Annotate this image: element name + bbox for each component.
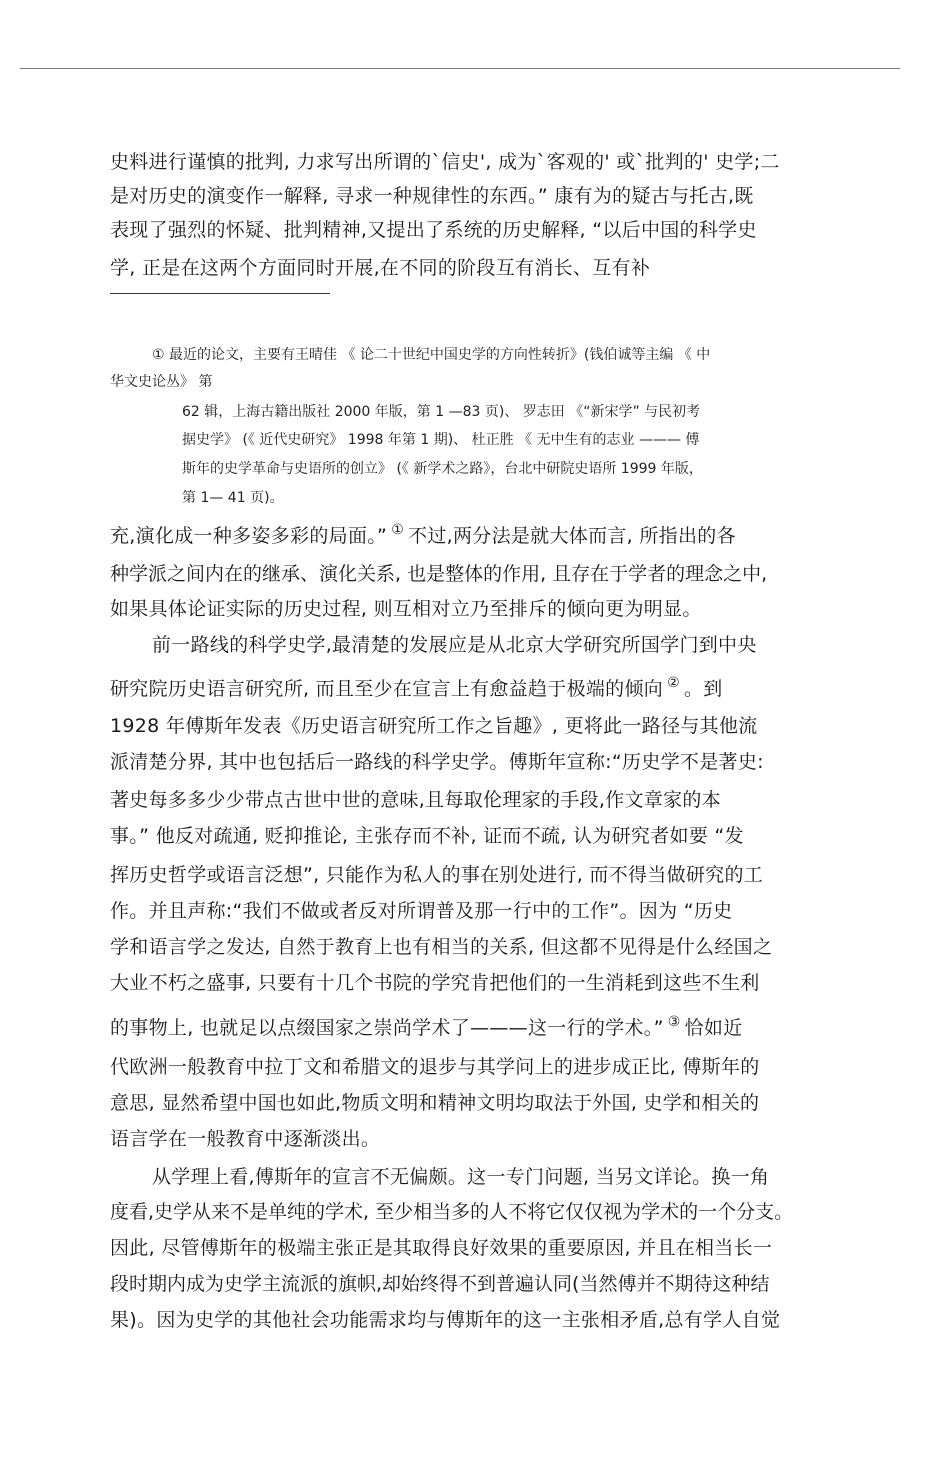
body-text: 研究院历史语言研究所, 而且至少在宣言上有愈益趋于极端的倾向 bbox=[110, 678, 664, 700]
footnote-marker[interactable]: ② bbox=[667, 675, 680, 691]
body-line: 大业不朽之盛事, 只要有十几个书院的学究肯把他们的一生消耗到这些不生利 bbox=[110, 972, 760, 994]
body-line: 因此, 尽管傅斯年的极端主张正是其取得良好效果的重要原因, 并且在相当长一 bbox=[110, 1237, 773, 1259]
footnote-marker[interactable]: ① bbox=[391, 522, 405, 538]
body-text: 恰如近 bbox=[684, 1017, 743, 1039]
body-text: 充,演化成一种多姿多彩的局面。” bbox=[110, 525, 388, 547]
body-line: 意思, 显然希望中国也如此,物质文明和精神文明均取法于外国, 史学和相关的 bbox=[110, 1092, 760, 1114]
body-line: 是对历史的演变作一解释, 寻求一种规律性的东西。” 康有为的疑古与托古,既 bbox=[110, 185, 754, 207]
body-line: 史料进行谨慎的批判, 力求写出所谓的`信史', 成为`客观的' 或`批判的' 史学;二 bbox=[110, 151, 780, 173]
body-line bbox=[110, 677, 723, 701]
body-line: 如果具体论证实际的历史过程, 则互相对立乃至排斥的倾向更为明显。 bbox=[110, 598, 702, 620]
body-line: 果)。因为史学的其他社会功能需求均与傅斯年的这一主张相矛盾,总有学人自觉 bbox=[110, 1309, 781, 1331]
body-line: 派清楚分界, 其中也包括后一路线的科学史学。傅斯年宣称:“历史学不是著史: bbox=[110, 751, 764, 773]
footnote-text: ① 最近的论文，主要有王晴佳 《 论二十世纪中国史学的方向性转折》(钱伯诚等主编 《 中 bbox=[152, 347, 711, 363]
footnote-text: 斯年的史学革命与史语所的创立》 (《 新学术之路》，台北中研院史语所 1999 年版， bbox=[182, 461, 703, 477]
footnote-text: 华文史论丛》 第 bbox=[110, 374, 213, 390]
footnote-text: 第 1— 41 页)。 bbox=[182, 490, 284, 506]
body-line: 事。” 他反对疏通, 贬抑推论, 主张存而不补, 证而不疏, 认为研究者如要 “发 bbox=[110, 825, 744, 847]
footnote-marker[interactable]: ③ bbox=[667, 1014, 681, 1030]
body-text: 。到 bbox=[683, 678, 723, 700]
body-text: 的事物上, 也就足以点缀国家之崇尚学术了———这一行的学术。” bbox=[110, 1017, 664, 1039]
body-line: 1928 年傅斯年发表《历史语言研究所工作之旨趣》, 更将此一路径与其他流 bbox=[110, 715, 758, 737]
body-line: 种学派之间内在的继承、演化关系, 也是整体的作用, 且存在于学者的理念之中, bbox=[110, 563, 768, 585]
footnote-text: 据史学》 (《 近代史研究》 1998 年第 1 期)、 杜正胜 《 无中生有的志业 ——— 傅 bbox=[182, 432, 700, 448]
body-line: 学和语言学之发达, 自然于教育上也有相当的关系, 但这都不见得是什么经国之 bbox=[110, 936, 773, 958]
footnote-text: 62 辑，上海古籍出版社 2000 年版，第 1 —83 页)、 罗志田 《“新宋学” 与民初考 bbox=[182, 404, 701, 420]
body-line: 语言学在一般教育中逐渐淡出。 bbox=[110, 1128, 381, 1150]
body-line bbox=[110, 1016, 743, 1040]
footnote-separator bbox=[110, 293, 330, 294]
body-line: 表现了强烈的怀疑、批判精神,又提出了系统的历史解释, “以后中国的科学史 bbox=[110, 219, 757, 241]
body-line: 度看,史学从来不是单纯的学术, 至少相当多的人不将它仅仅视为学术的一个分支。 bbox=[110, 1201, 794, 1223]
body-line: 代欧洲一般教育中拉丁文和希腊文的退步与其学问上的进步成正比, 傅斯年的 bbox=[110, 1056, 760, 1078]
body-line: 作。并且声称:“我们不做或者反对所谓普及那一行中的工作”。因为 “历史 bbox=[110, 900, 733, 922]
body-text: 不过,两分法是就大体而言, 所指出的各 bbox=[408, 525, 736, 547]
body-line: 挥历史哲学或语言泛想”, 只能作为私人的事在别处进行, 而不得当做研究的工 bbox=[110, 864, 764, 886]
header-rule bbox=[20, 68, 900, 69]
body-line bbox=[110, 524, 736, 548]
body-line: 学, 正是在这两个方面同时开展,在不同的阶段互有消长、互有补 bbox=[110, 257, 651, 279]
body-line: 前一路线的科学史学,最清楚的发展应是从北京大学研究所国学门到中央 bbox=[152, 634, 757, 656]
body-line: 段时期内成为史学主流派的旗帜,却始终得不到普遍认同(当然傅并不期待这种结 bbox=[110, 1273, 770, 1295]
body-line: 著史每多多少少带点古世中世的意味,且每取伦理家的手段,作文章家的本 bbox=[110, 789, 721, 811]
body-line: 从学理上看,傅斯年的宣言不无偏颇。这一专门问题, 当另文详论。换一角 bbox=[152, 1166, 770, 1188]
